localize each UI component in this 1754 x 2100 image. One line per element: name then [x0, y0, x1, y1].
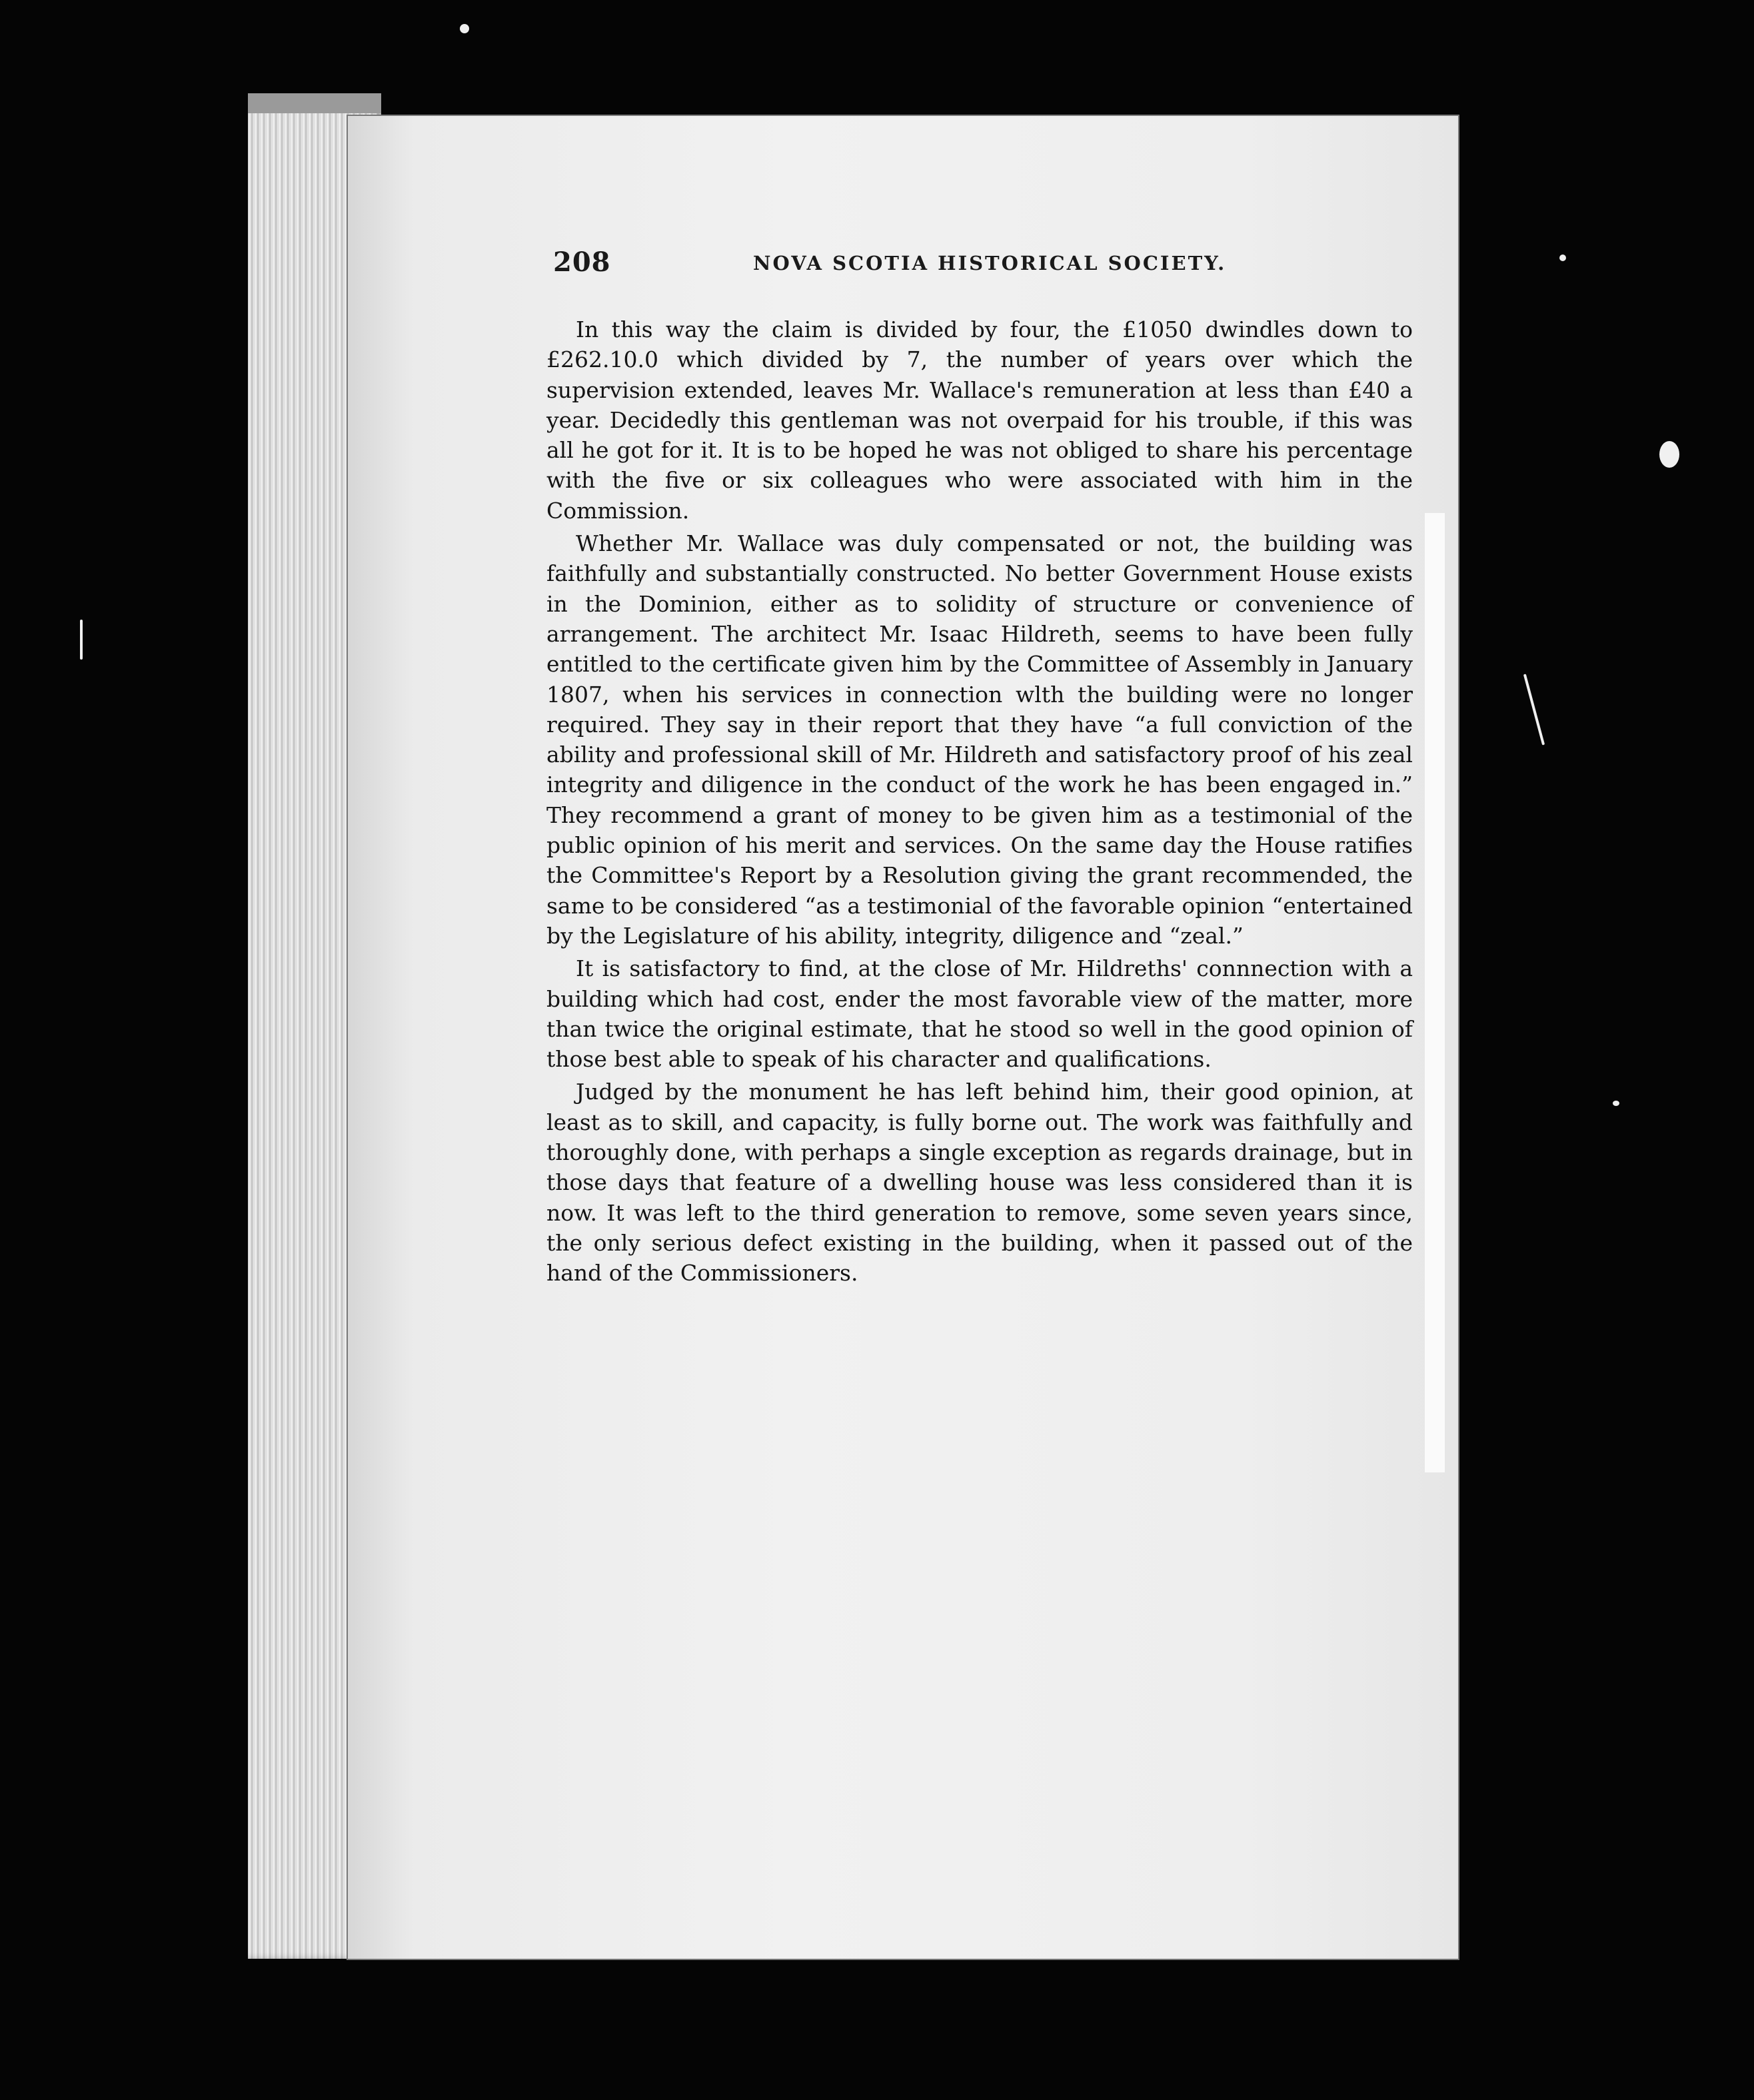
- film-speck: [1523, 674, 1545, 745]
- page-header: [553, 247, 1419, 286]
- paragraph-3: It is satisfactory to find, at the close of Mr. Hildreths' connnection with a building which had cost, ender the most favorable view of the matter, more than twice the original estimate, that he stood so well in the good opinion of those best able to speak of his character and qualifications.: [546, 955, 1413, 1073]
- page-edge-strip: [1425, 513, 1445, 1472]
- body-text: [546, 314, 1413, 1291]
- page-number: 208: [553, 247, 611, 278]
- film-speck: [80, 620, 83, 660]
- film-speck: [460, 24, 469, 33]
- running-head: NOVA SCOTIA HISTORICAL SOCIETY.: [753, 252, 1227, 274]
- paragraph-1: In this way the claim is divided by four, the £1050 dwindles down to £262.10.0 which divided by 7, the number of years over which the supervision extended, leaves Mr. Wallace's remuneration at less than £40 a year. Decidedly this gentleman was not overpaid for his trouble, if this was all he got for it. It is to be hoped he was not obliged to share his percentage with the five or six colleagues who were associated with him in the Commission.: [546, 316, 1413, 524]
- film-speck: [1659, 441, 1679, 468]
- paragraph-2: Whether Mr. Wallace was duly compensated or not, the building was faithfully and substantially constructed. No better Government House exists in the Dominion, either as to solidity of structure or convenience of arrangement. The architect Mr. Isaac Hildreth, seems to have been fully entitled to the certificate given him by the Committee of Assembly in January 1807, when his services in connection wlth the building were no longer required. They say in their report that they have “a full conviction of the ability and professional skill of Mr. Hildreth and satisfactory proof of his zeal integrity and diligence in the conduct of the work he has been engaged in.” They recommend a grant of money to be given him as a testimonial of the public opinion of his merit and services. On the same day the House ratifies the Committee's Report by a Resolution giving the grant recommended, the same to be considered “as a testimonial of the favorable opinion “entertained by the Legislature of his ability, integrity, diligence and “zeal.”: [546, 530, 1413, 949]
- film-speck: [1613, 1101, 1619, 1106]
- page-stack-top: [248, 93, 381, 113]
- paragraph-4: Judged by the monument he has left behind him, their good opinion, at least as to skill, and capacity, is fully borne out. The work was faithfully and thoroughly done, with perhaps a single exception as regards drainage, but in those days that feature of a dwelling house was less considered than it is now. It was left to the third generation to remove, some seven years since, the only serious defect existing in the building, when it passed out of the hand of the Commissioners.: [546, 1079, 1413, 1287]
- film-speck: [1559, 255, 1566, 261]
